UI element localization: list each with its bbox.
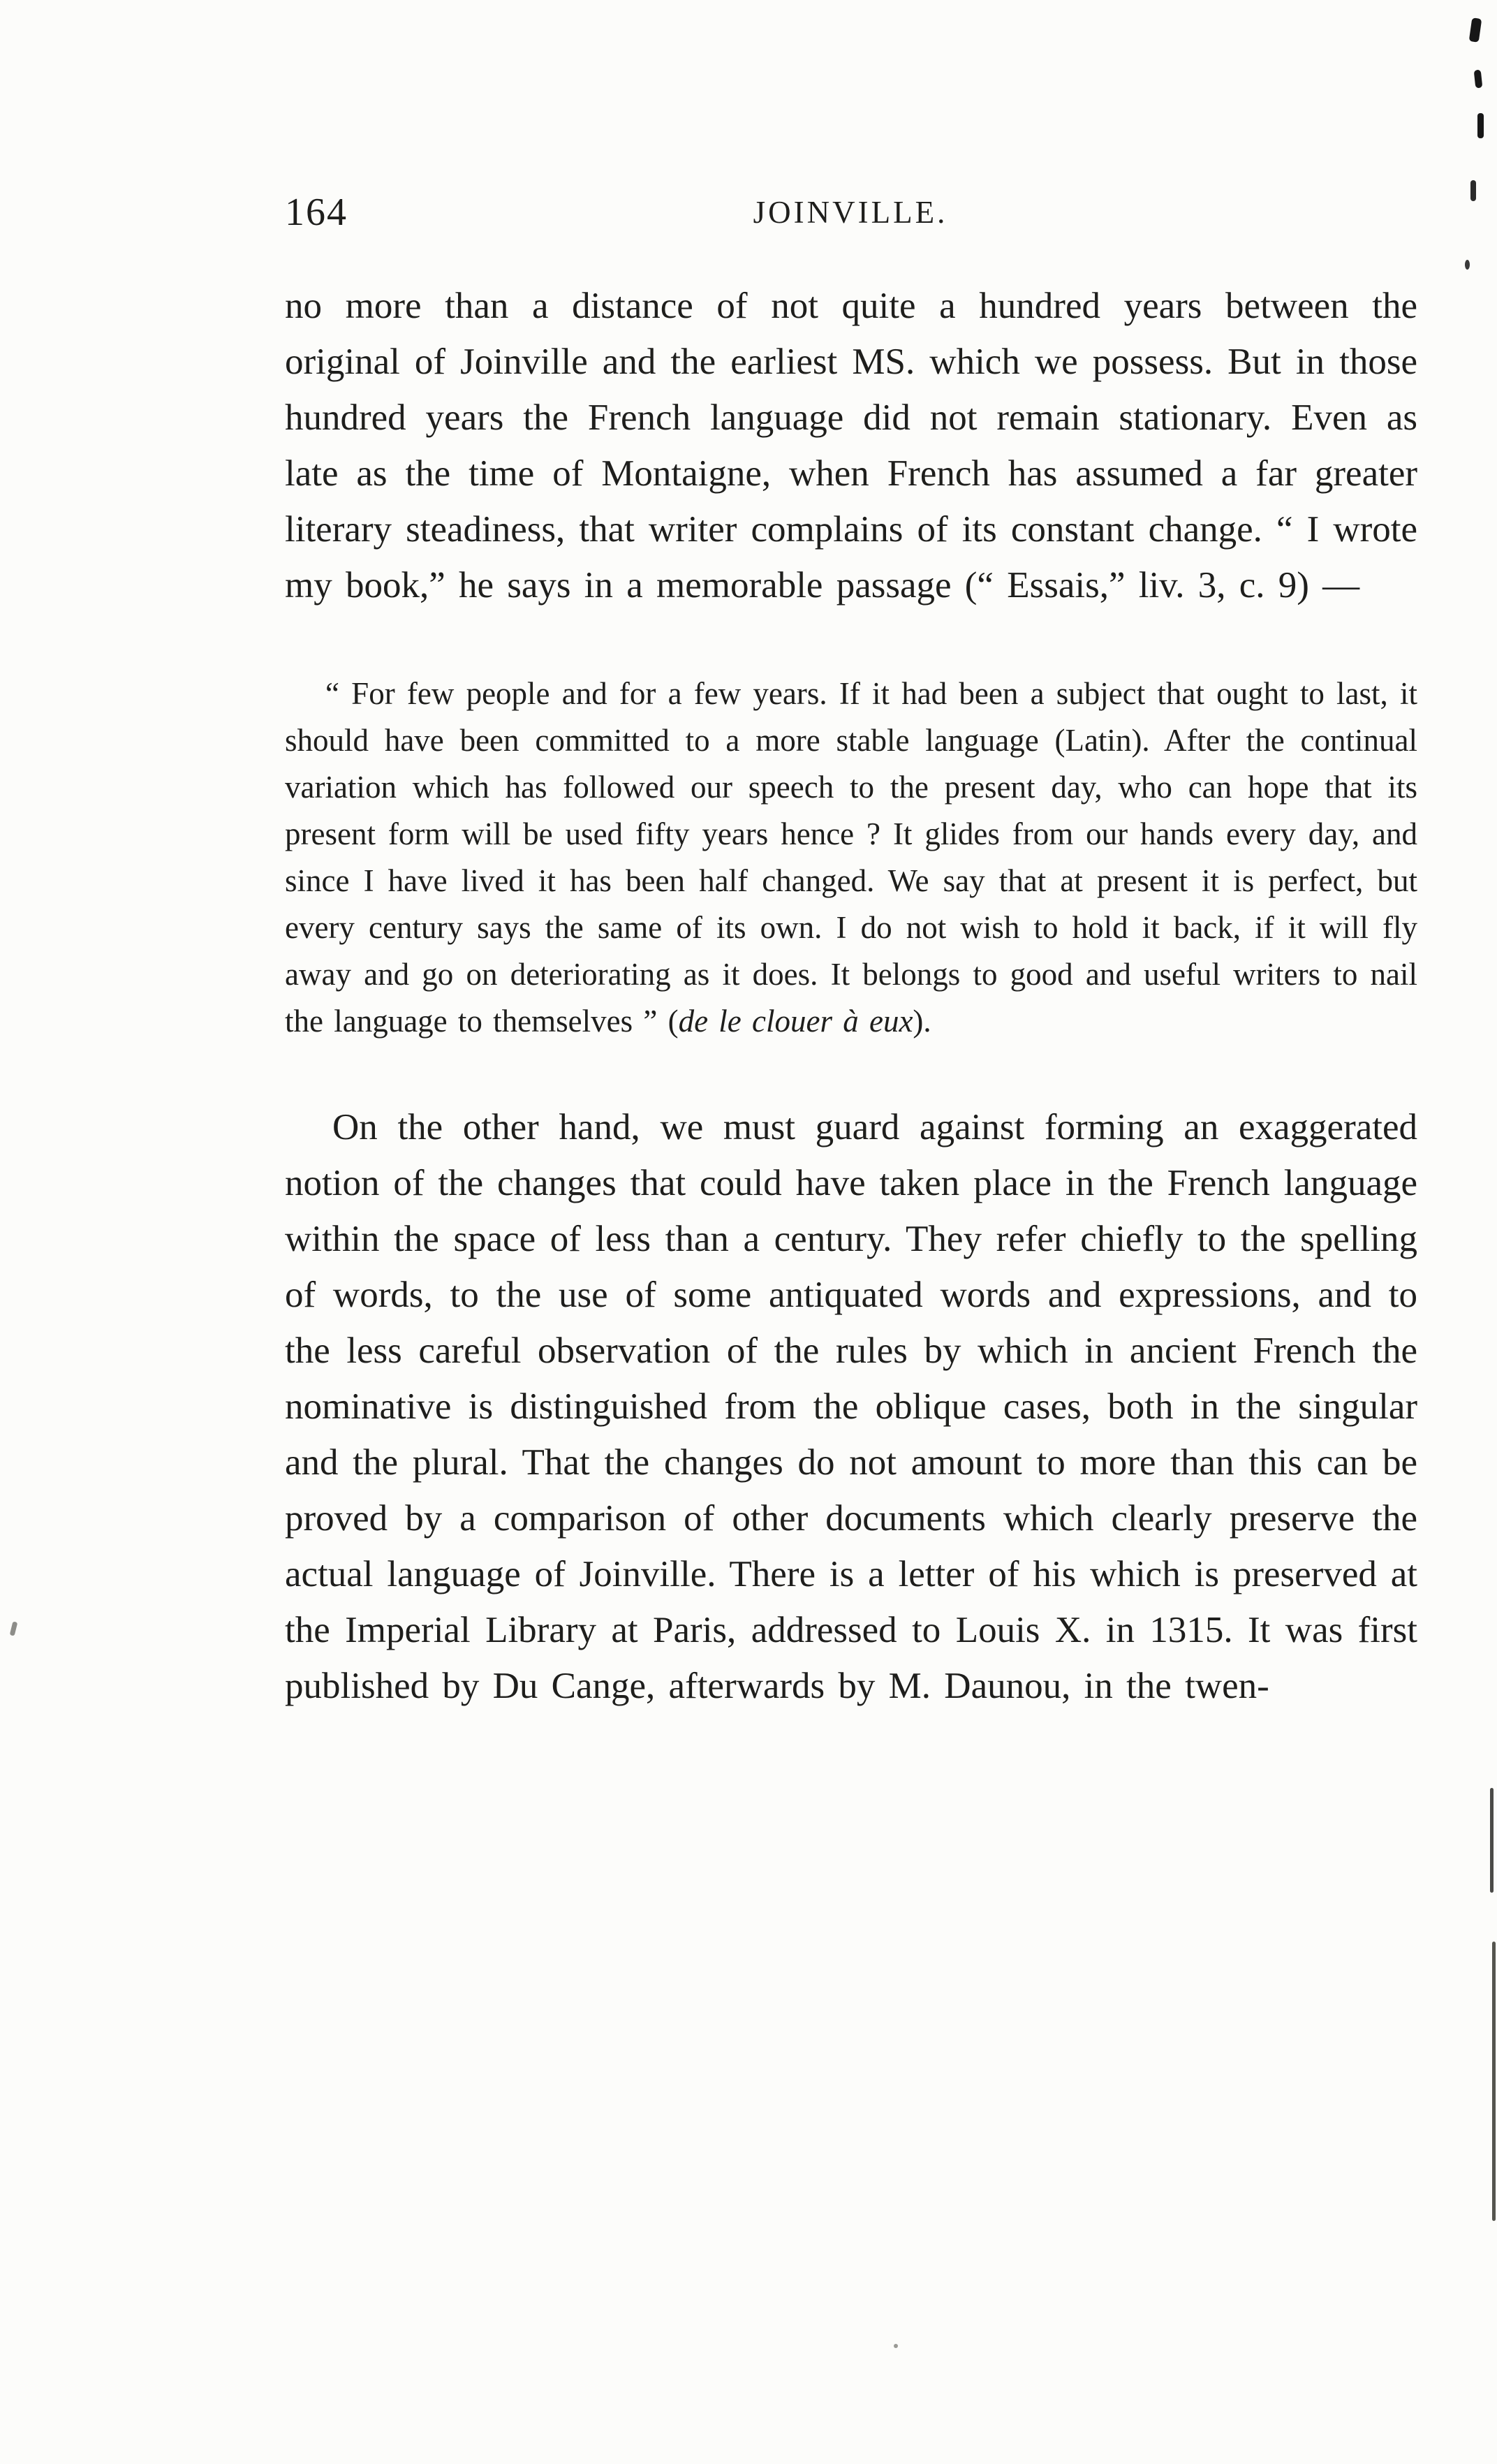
page-number: 164 [285,191,348,234]
binding-ink-mark [1470,180,1476,201]
binding-ink-mark [1469,17,1482,43]
page-content [285,278,1417,1714]
binding-ink-mark [1474,70,1483,89]
quote-italic-phrase: de le clouer à eux [678,1004,913,1039]
paragraph-2: On the other hand, we must guard against forming an exaggerated notion of the changes that could have taken place in the French language within the space of less than a century. They refer chiefly to the spelling of words, to the use of some antiquated words and expressions, and to the less careful observation of the rules by which in ancient French the nominative is distinguished from the oblique cases, both in the singular and the plural. That the changes do not amount to more than this can be proved by a comparison of other documents which clearly preserve the actual language of Joinville. There is a letter of his which is preserved at the Imperial Library at Paris, addressed to Louis X. in 1315. It was first published by Du Cange, afterwards by M. Daunou, in the twen- [285,1107,1417,1706]
page-header [285,190,1416,239]
blockquote-montaigne [285,670,1417,1045]
binding-ink-mark [1465,260,1470,270]
page-edge-line [1492,1942,1496,2221]
quote-closing: ). [913,1004,931,1039]
page-edge-line [1490,1788,1494,1893]
binding-ink-mark [1477,113,1484,138]
scan-speck [10,1621,18,1636]
paragraph-1: no more than a distance of not quite a hundred years between the original of Joinville and the earliest MS. which we possess. But in those hundred years the French language did not remain stationary. Even as late as the time of Montaigne, when French has assumed a far greater literary steadiness, that writer complains of its constant change. “ I wrote my book,” he says in a memorable passage (“ Essais,” liv. 3, c. 9) — [285,286,1417,606]
running-title: JOINVILLE. [753,195,948,230]
scan-speck [894,2344,898,2348]
quote-text: “ For few people and for a few years. If it had been a subject that ought to last, it should have been committed to a more stable language (Latin). After the continual variation which has followed our speech to the present day, who can hope that its present form will be used fifty years hence ? It glides from our hands every day, and since I have lived it has been half changed. We say that at present it is perfect, but every century says the same of its own. I do not wish to hold it back, if it will fly away and go on deteriorating as it does. It belongs to good and useful writers to nail the language to themselves ” ( [285,676,1417,1039]
